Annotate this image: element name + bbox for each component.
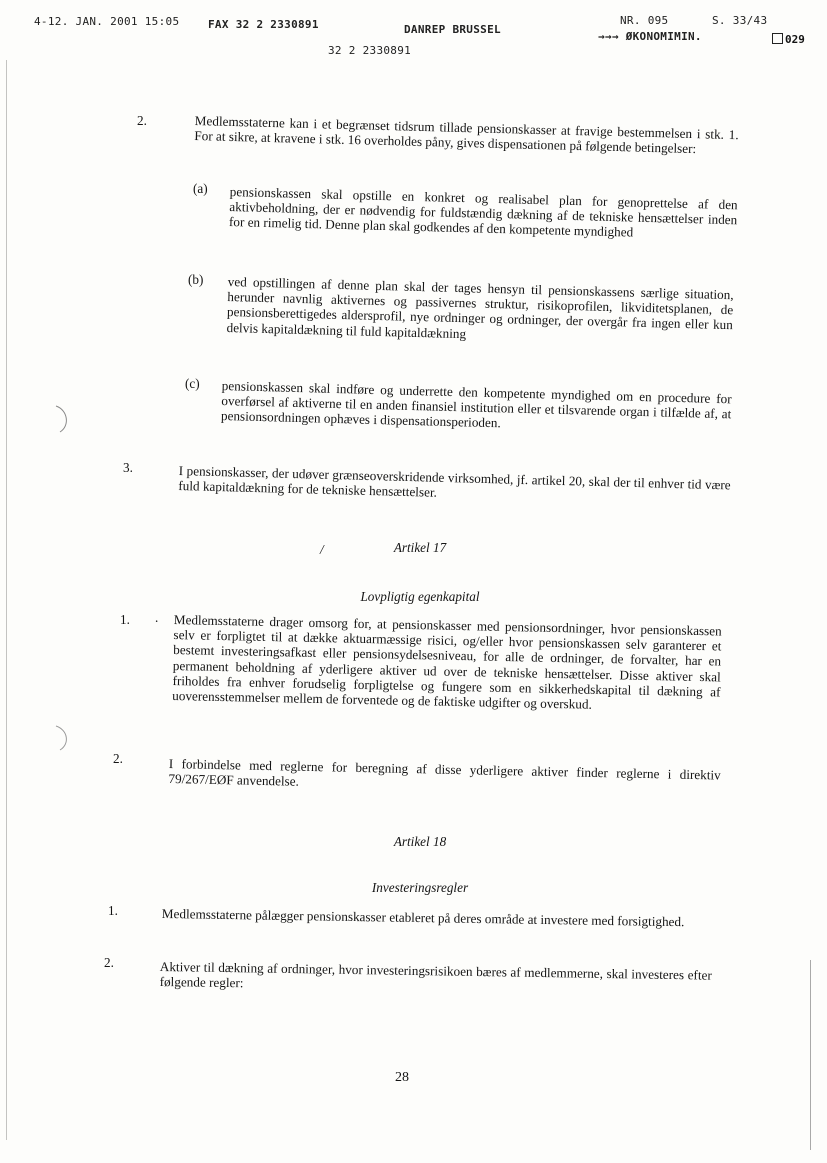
paragraph-text: Medlemsstaterne kan i et begrænset tidsrum tillade pensionskasser at fravige bestemmelsen i stk. 1. For at sikre, at kravene i stk. 16 overholdes påny, gives dispensationen på følgende betingelser:: [194, 113, 739, 157]
fax-recipient: →→→ ØKONOMIMIN.: [598, 30, 702, 43]
item-label: (a): [193, 181, 208, 196]
article-17-subheading: Lovpligtig egenkapital: [360, 589, 480, 604]
left-edge-line: [6, 60, 7, 1140]
margin-hole-mark-bottom: [54, 724, 72, 752]
item-label: (b): [188, 272, 204, 287]
page-number: 28: [395, 1070, 409, 1085]
paragraph-text: I forbindelse med reglerne for beregning af disse yderligere aktiver finder reglerne i direktiv 79/267/EØF anvendelse.: [168, 756, 721, 789]
paragraph-text: I pensionskasser, der udøver grænseoverskridende virksomhed, jf. artikel 20, skal der til enhver tid være fuld kapitaldækning for de tekniske hensættelser.: [178, 463, 731, 500]
paragraph-text: Medlemsstaterne pålægger pensionskasser etableret på deres område at investere med forsigtighed.: [161, 906, 685, 930]
item-number: 2.: [137, 113, 147, 128]
stray-dot: .: [155, 610, 159, 625]
fax-sender: DANREP BRUSSEL: [404, 23, 501, 36]
paragraph-text: pensionskassen skal opstille en konkret og realisabel plan for genoprettelse af den aktivbeholdning, der er nødvendig for fuldstændig dækning af de tekniske hensættelser inden for en rimelig tid. Denne plan skal godkendes af den kompetente myndighed: [228, 184, 738, 240]
fax-number-line2: 32 2 2330891: [328, 44, 412, 57]
fax-nr: NR. 095: [620, 14, 669, 27]
paragraph-text: ved opstillingen af denne plan skal der tages hensyn til pensionskassens særlige situation, herunder navnlig aktivernes og passivernes struktur, risikoprofilen, likviditetsplanen, de pensionsberettigedes aldersprofil, nye ordninger og ordninger, der overgår fra ingen eller kun delvis kapitaldækning til fuld kapitaldækning: [226, 274, 734, 341]
item-number: 1.: [120, 612, 130, 627]
fax-label: FAX 32 2 2330891: [208, 18, 319, 31]
article-17-heading: Artikel 17: [393, 540, 447, 555]
right-edge-marks: [810, 960, 811, 1150]
article-18-subheading: Investeringsregler: [371, 880, 469, 895]
fax-page-code-text: 029: [785, 33, 805, 46]
item-number: 2.: [113, 751, 123, 766]
item-number: 1.: [108, 903, 118, 918]
fax-box-icon: [772, 33, 783, 44]
paragraph-text: Aktiver til dækning af ordninger, hvor investeringsrisikoen bæres af medlemmerne, skal investeres efter følgende regler:: [159, 959, 712, 991]
fax-timestamp: 4-12. JAN. 2001 15:05: [34, 15, 180, 28]
item-label: (c): [185, 376, 200, 391]
margin-hole-mark-top: [54, 404, 72, 434]
item-number: 3.: [123, 460, 133, 475]
article-18-heading: Artikel 18: [393, 834, 447, 849]
fax-page-counter: S. 33/43: [712, 14, 768, 27]
paragraph-text: Medlemsstaterne drager omsorg for, at pensionskasser med pensionsordninger, hvor pensionskassen selv er forpligtet til at dække aktuarmæssige risici, og/eller hvor pensionskassen selv garanterer et bestemt investeringsafkast eller pensionsydelsesniveau, for alle de ordninger, de forvalter, har en permanent beholdning af yderligere aktiver ud over de tekniske hensættelser. Disse aktiver skal friholdes fra enhver forudselig forpligtelse og fungere som en sikkerhedskapital til dækning af uoverensstemmelser mellem de forventede og de faktiske udgifter og overskud.: [172, 612, 722, 712]
stray-mark: /: [320, 542, 324, 557]
fax-page-code: [772, 33, 805, 46]
paragraph-text: pensionskassen skal indføre og underrette den kompetente myndighed om en procedure for overførsel af aktiverne til en anden finansiel institution eller et tilsvarende organ i tilfælde af, at pensionsordningen ophæves i dispensationsperioden.: [220, 378, 732, 431]
item-number: 2.: [104, 955, 114, 970]
